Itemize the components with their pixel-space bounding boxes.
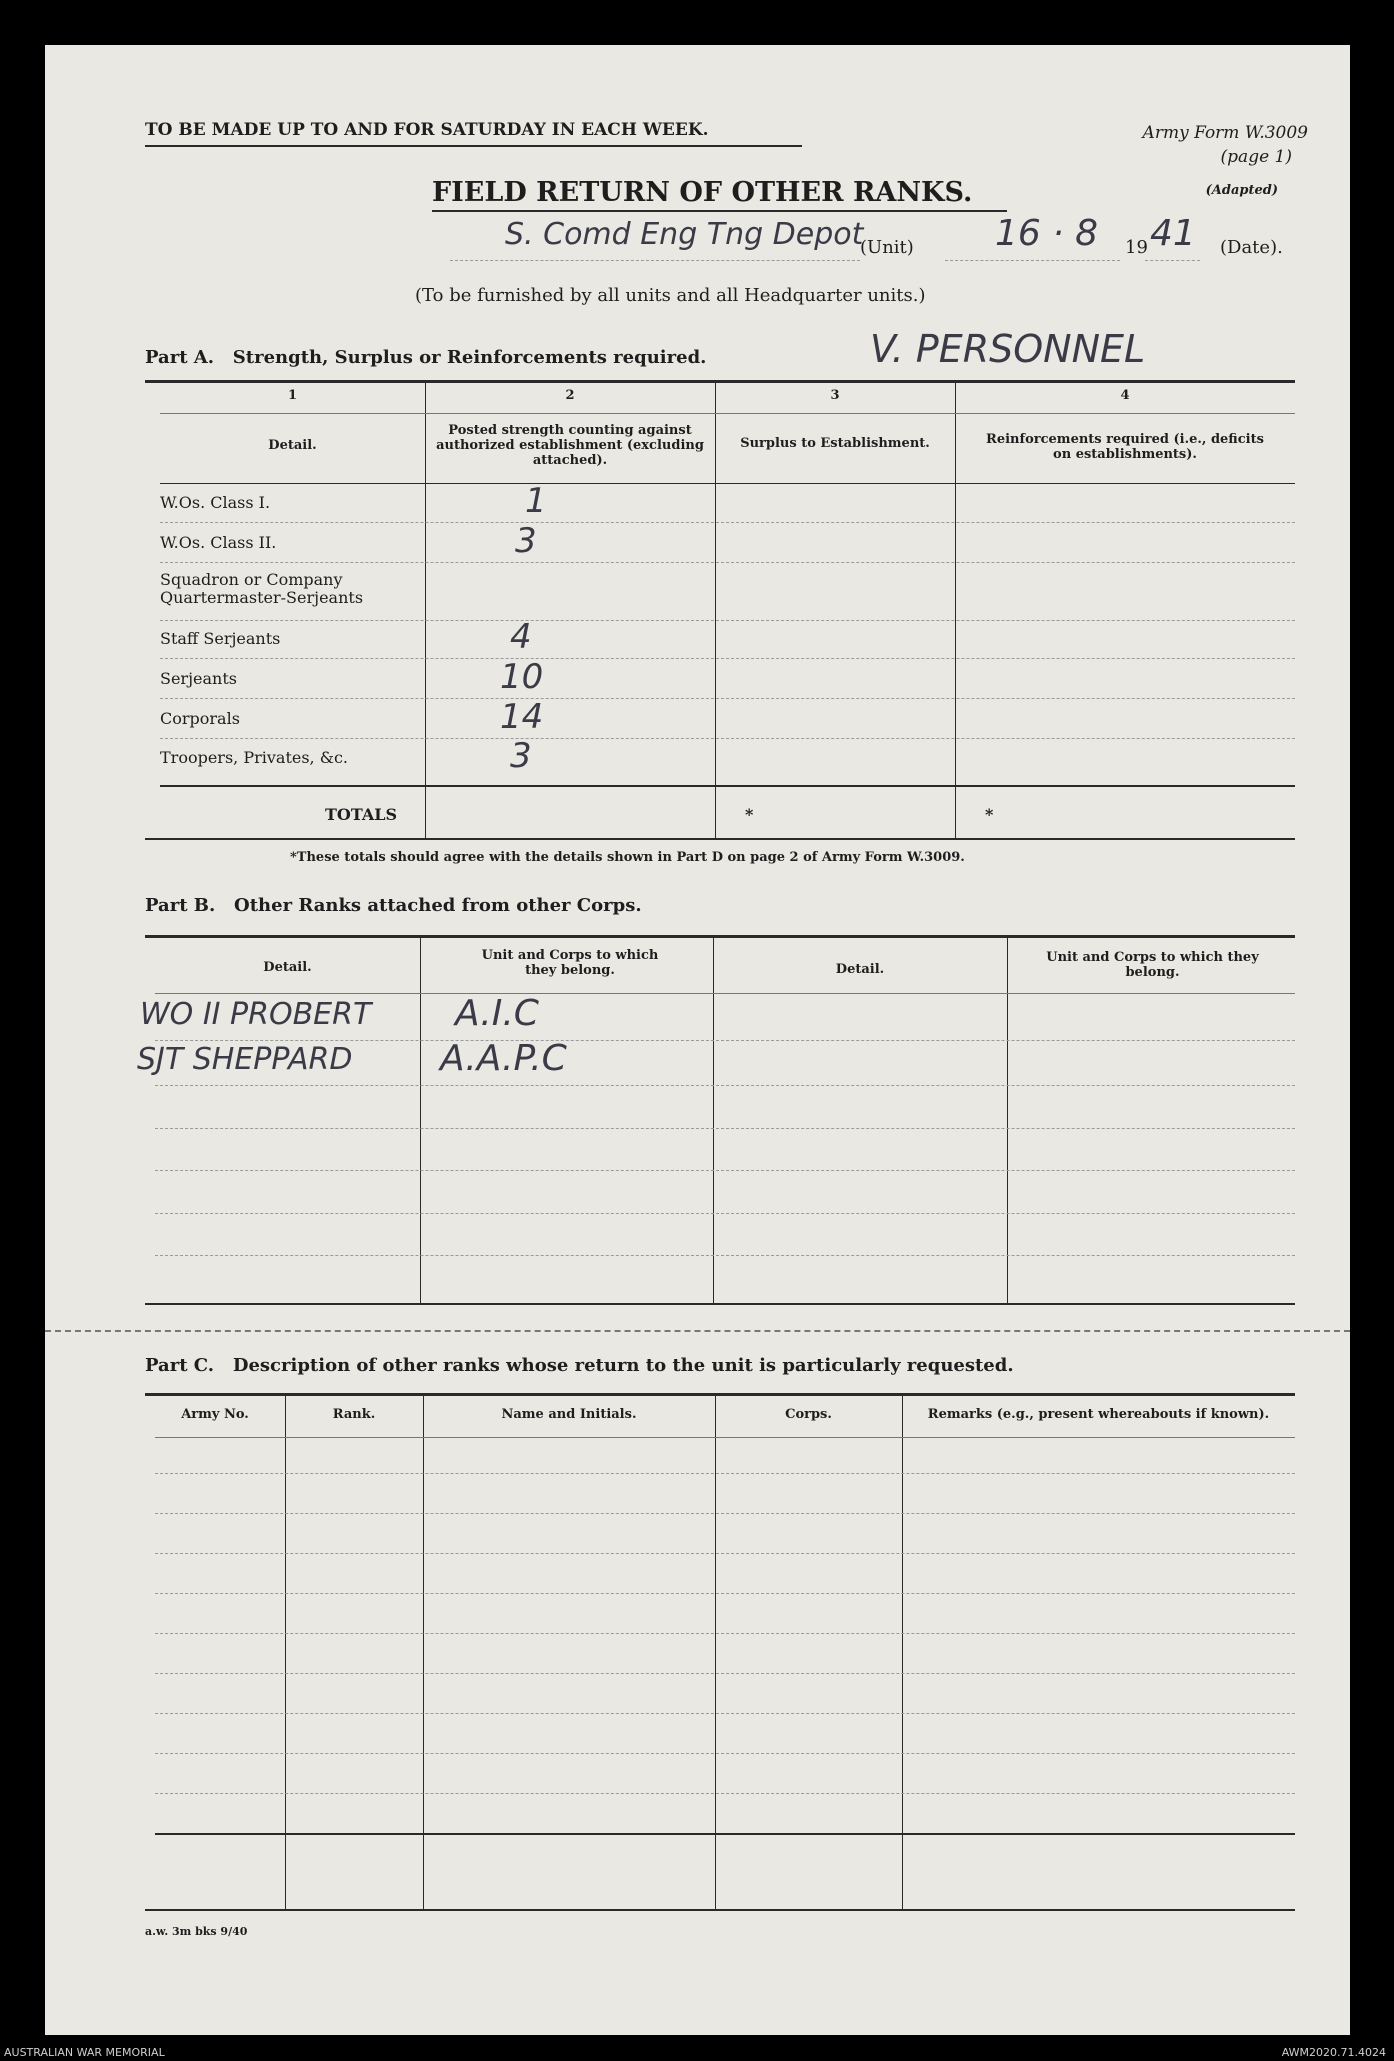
- row-value-sgt: 10: [500, 657, 544, 697]
- part-a-header-posted: Posted strength counting against authorized establishment (excluding attached).: [436, 423, 704, 468]
- row-rule-wo2: [160, 562, 1295, 563]
- row-value-cpl: 14: [500, 697, 544, 737]
- form-paper: [45, 45, 1350, 2035]
- footer-credit: AUSTRALIAN WAR MEMORIAL: [4, 2046, 165, 2059]
- part-c-rule-5: [155, 1633, 1295, 1634]
- instruction-underline: [145, 145, 802, 147]
- unit-dotted-line: [450, 260, 860, 261]
- part-a-top-rule: [145, 380, 1295, 383]
- furnished-note: (To be furnished by all units and all Headquarter units.): [415, 285, 926, 306]
- part-c-header-rule: [155, 1437, 1295, 1438]
- part-c-rule-4: [155, 1593, 1295, 1594]
- part-b-header-unit-2: Unit and Corps to which they belong.: [1046, 950, 1259, 980]
- row-rule-sgt: [160, 698, 1295, 699]
- part-b-detail-2: SJT SHEPPARD: [137, 1042, 353, 1077]
- part-b-detail-1: WO II PROBERT: [140, 997, 372, 1032]
- part-a-heading: Part A. Strength, Surplus or Reinforcements required.: [145, 347, 707, 368]
- unit-handwritten: S. Comd Eng Tng Depot: [505, 217, 864, 252]
- year-dotted-line: [1145, 260, 1200, 261]
- part-a-colnum-rule: [160, 413, 1295, 414]
- part-b-vline-3: [1007, 937, 1008, 1303]
- form-name: Army Form W.3009: [1142, 123, 1308, 143]
- totals-label: TOTALS: [325, 805, 398, 824]
- form-page: (page 1): [1220, 147, 1292, 167]
- part-b-unit-2: A.A.P.C: [440, 1038, 567, 1079]
- part-c-rule-3: [155, 1553, 1295, 1554]
- part-c-rule-6: [155, 1673, 1295, 1674]
- part-c-rule-9: [155, 1793, 1295, 1794]
- row-rule-wo1: [160, 522, 1295, 523]
- part-a-colnum-1: 1: [287, 388, 298, 403]
- part-c-top-rule: [145, 1393, 1295, 1396]
- row-value-wo2: 3: [515, 521, 537, 561]
- part-b-vline-1: [420, 937, 421, 1303]
- part-a-header-rule: [160, 483, 1295, 484]
- row-value-ssgt: 4: [510, 617, 532, 657]
- part-b-header-unit-1: Unit and Corps to which they belong.: [481, 948, 659, 978]
- year-prefix: 19: [1125, 237, 1148, 258]
- part-b-unit-1: A.I.C: [455, 993, 539, 1034]
- part-c-header-name: Name and Initials.: [501, 1407, 637, 1422]
- part-a-vline-1: [425, 382, 426, 838]
- part-a-colnum-3: 3: [830, 388, 840, 403]
- part-b-rule-5: [155, 1213, 1295, 1214]
- part-c-rule-2: [155, 1513, 1295, 1514]
- part-c-header-corps: Corps.: [785, 1407, 832, 1422]
- part-b-rule-4: [155, 1170, 1295, 1171]
- part-a-header-reinforce: Reinforcements required (i.e., deficits on establishments).: [986, 432, 1264, 462]
- perforation-line: [45, 1330, 1350, 1332]
- part-c-rule-10: [155, 1833, 1295, 1835]
- part-b-bottom-rule: [145, 1303, 1295, 1305]
- year-handwritten: 41: [1150, 213, 1196, 254]
- part-c-header-remarks: Remarks (e.g., present whereabouts if known).: [927, 1407, 1270, 1422]
- row-label-cpl: Corporals: [160, 709, 240, 728]
- part-b-rule-6: [155, 1255, 1295, 1256]
- part-b-header-detail-2: Detail.: [835, 962, 885, 977]
- instruction-text: TO BE MADE UP TO AND FOR SATURDAY IN EACH WEEK.: [145, 120, 709, 140]
- totals-star-surplus: *: [745, 805, 754, 824]
- totals-star-reinforce: *: [985, 805, 994, 824]
- footer-accession: AWM2020.71.4024: [1281, 2046, 1386, 2059]
- part-a-colnum-4: 4: [1120, 388, 1130, 403]
- row-label-cqms: Squadron or Company Quartermaster-Serjeants: [160, 570, 364, 607]
- title-underline: [432, 210, 1007, 212]
- part-c-bottom-rule: [145, 1909, 1295, 1911]
- row-label-wo2: W.Os. Class II.: [160, 533, 277, 552]
- part-c-rule-1: [155, 1473, 1295, 1474]
- part-b-rule-2: [155, 1085, 1295, 1086]
- personnel-annotation: V. PERSONNEL: [870, 327, 1146, 371]
- row-label-wo1: W.Os. Class I.: [160, 493, 271, 512]
- part-a-header-surplus: Surplus to Establishment.: [740, 436, 930, 451]
- part-b-vline-2: [713, 937, 714, 1303]
- part-b-heading: Part B. Other Ranks attached from other Corps.: [145, 895, 642, 916]
- part-c-heading: Part C. Description of other ranks whose return to the unit is particularly requested.: [145, 1355, 1014, 1376]
- row-label-ssgt: Staff Serjeants: [160, 629, 281, 648]
- part-a-bottom-rule: [145, 838, 1295, 840]
- date-dotted-line: [945, 260, 1120, 261]
- form-adapted: (Adapted): [1205, 183, 1278, 198]
- page-title: FIELD RETURN OF OTHER RANKS.: [432, 177, 973, 208]
- part-b-top-rule: [145, 935, 1295, 938]
- totals-note: *These totals should agree with the details shown in Part D on page 2 of Army Form W.3009.: [290, 850, 965, 865]
- row-value-pte: 3: [510, 736, 532, 776]
- row-rule-cqms: [160, 620, 1295, 621]
- part-c-rule-7: [155, 1713, 1295, 1714]
- part-b-rule-1: [155, 1040, 1295, 1041]
- row-value-wo1: 1: [525, 481, 547, 521]
- part-a-header-detail: Detail.: [268, 438, 317, 453]
- row-rule-cpl: [160, 738, 1295, 739]
- row-label-pte: Troopers, Privates, &c.: [160, 748, 349, 767]
- row-rule-ssgt: [160, 658, 1295, 659]
- part-b-header-detail-1: Detail.: [263, 960, 312, 975]
- part-c-rule-8: [155, 1753, 1295, 1754]
- print-code: a.w. 3m bks 9/40: [145, 1925, 248, 1938]
- part-a-vline-3: [955, 382, 956, 838]
- part-a-colnum-2: 2: [565, 388, 575, 403]
- date-label: (Date).: [1220, 237, 1283, 258]
- part-c-header-rank: Rank.: [332, 1407, 376, 1422]
- part-c-header-army-no: Army No.: [181, 1407, 249, 1422]
- unit-label: (Unit): [860, 237, 914, 258]
- row-label-sgt: Serjeants: [160, 669, 237, 688]
- part-b-header-rule: [155, 993, 1295, 994]
- date-handwritten: 16 · 8: [995, 213, 1099, 254]
- part-b-rule-3: [155, 1128, 1295, 1129]
- totals-top-rule: [160, 785, 1295, 787]
